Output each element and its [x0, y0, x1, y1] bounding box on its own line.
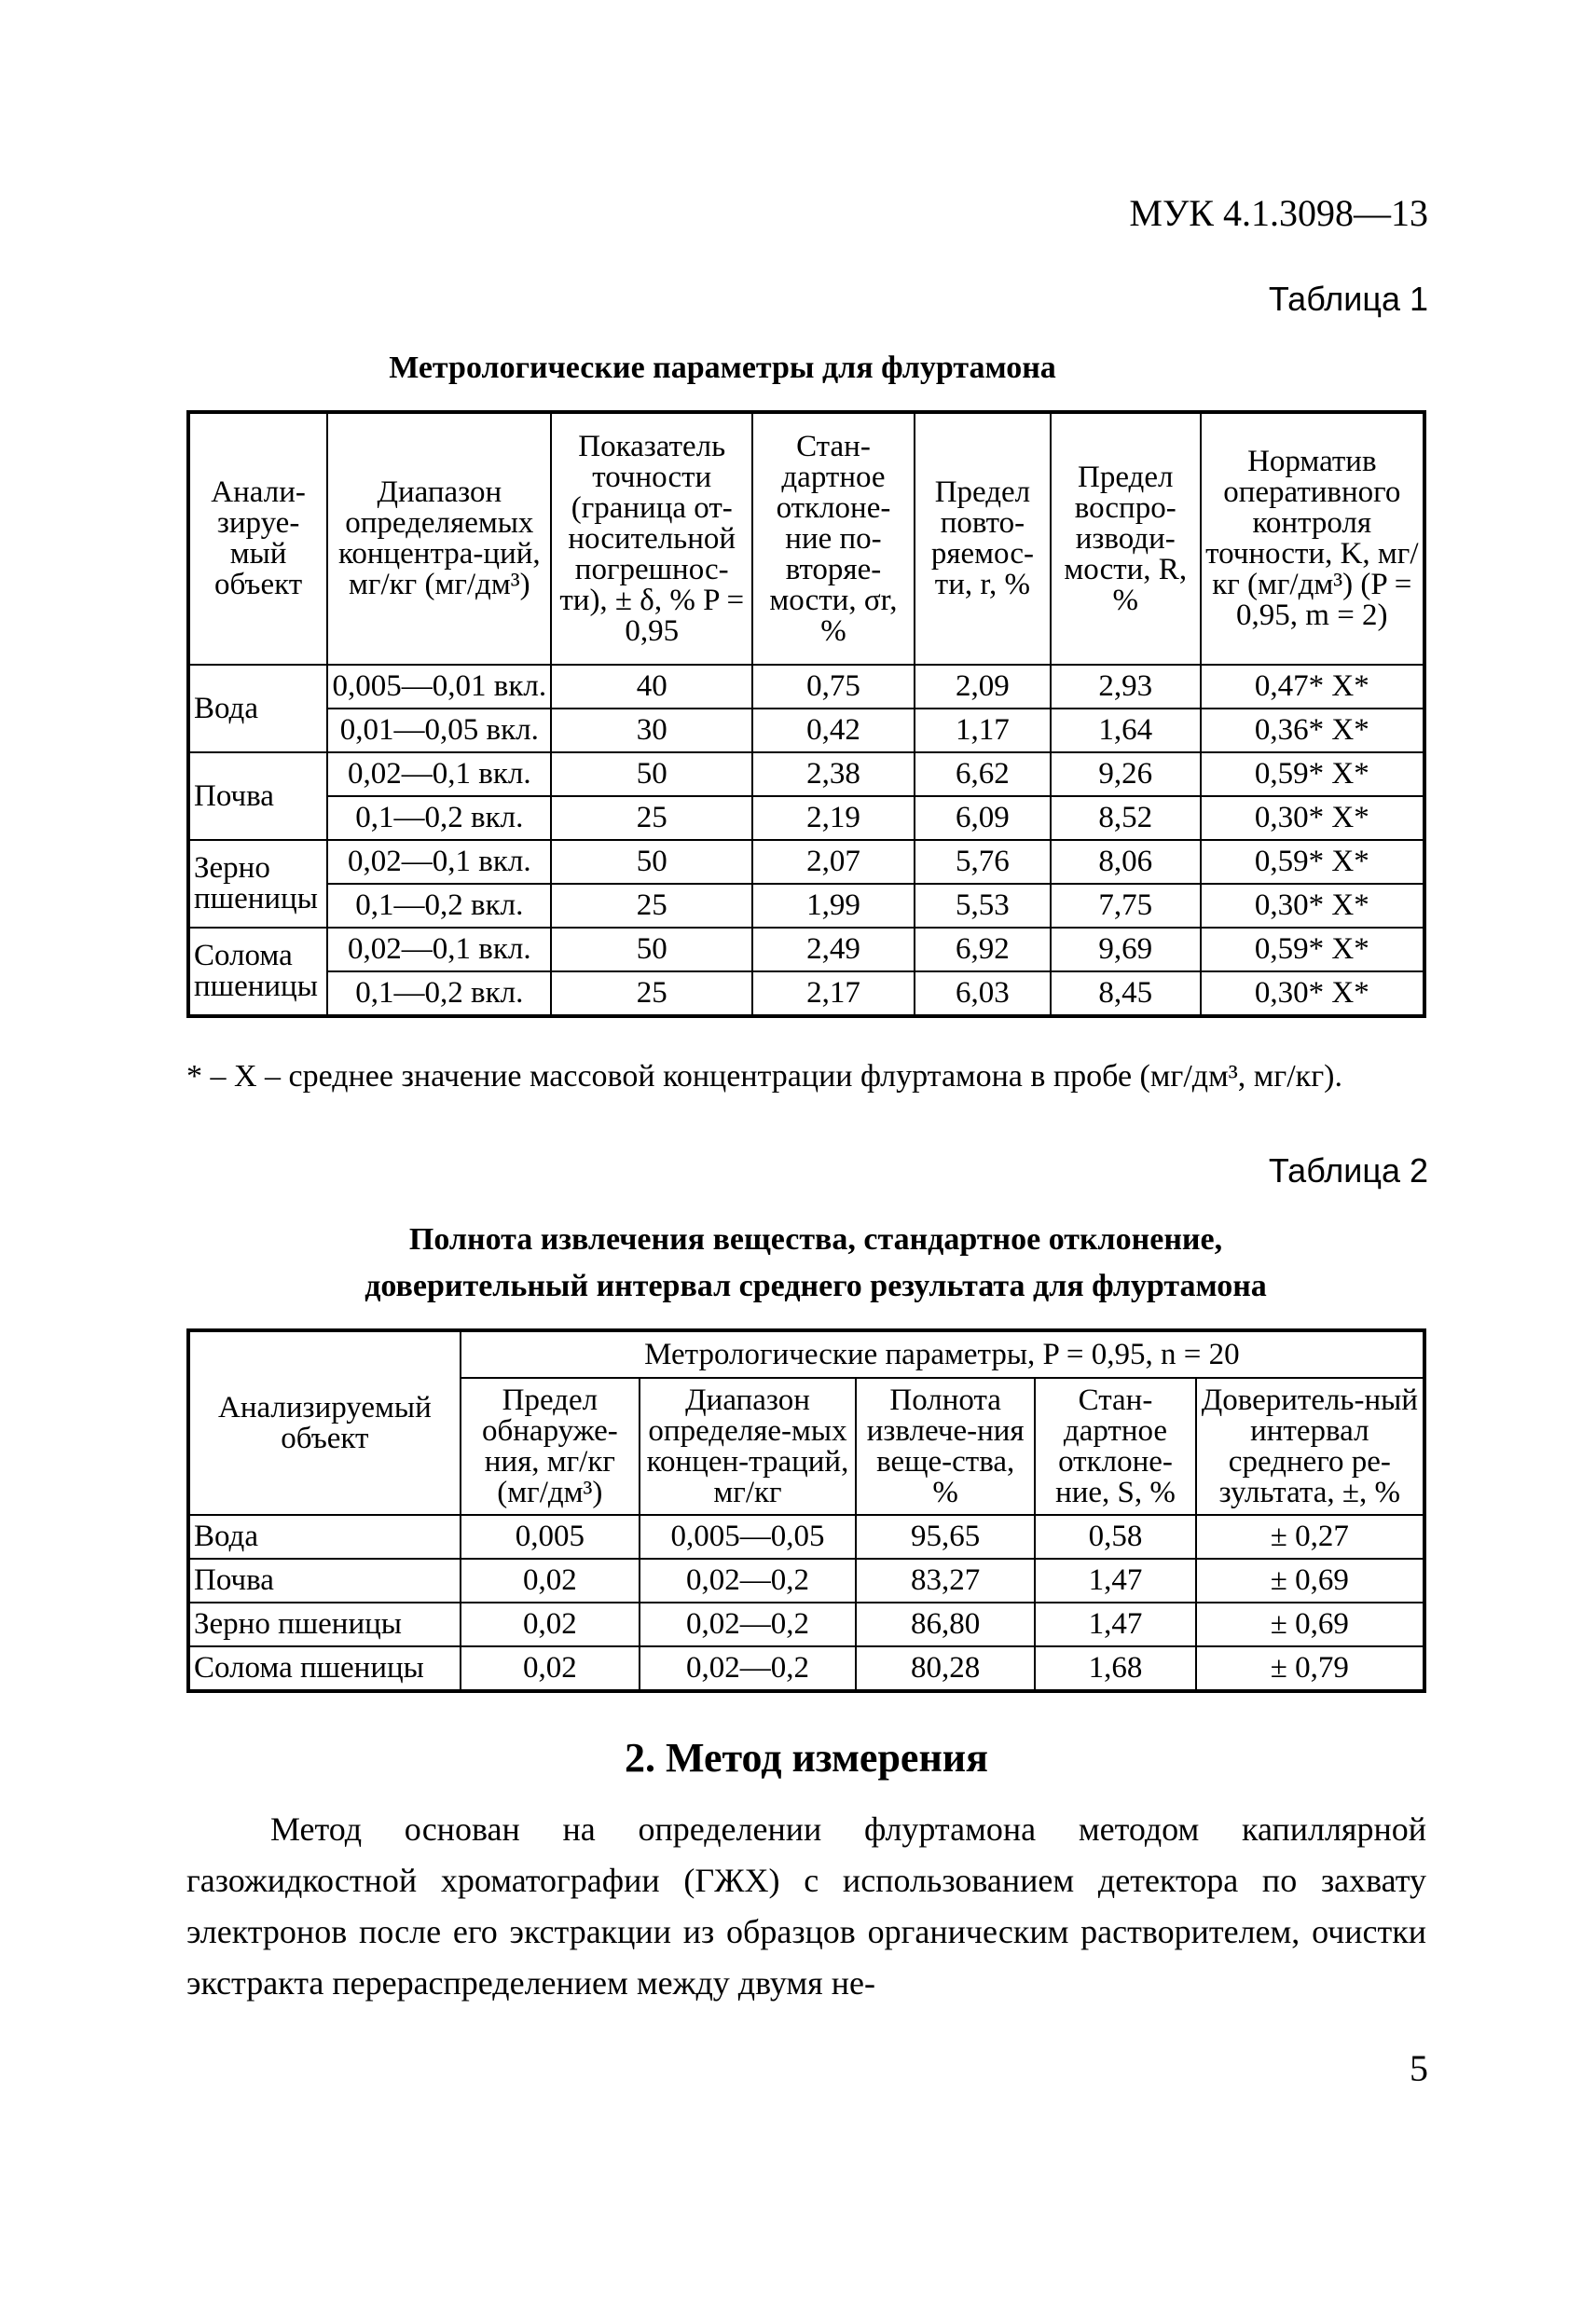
t1-cell: 2,07 [752, 840, 915, 884]
t2-cell: 0,02 [461, 1646, 640, 1691]
t2-cell: 1,68 [1035, 1646, 1195, 1691]
t2-cell: ± 0,27 [1196, 1515, 1424, 1559]
table2-title-line2: доверительный интервал среднего результата для флуртамона [365, 1269, 1267, 1303]
t1-cell: 0,01—0,05 вкл. [327, 709, 551, 752]
t1-cell: 50 [551, 752, 751, 796]
t1-header-accuracy: Показатель точности (граница от-носительной погрешнос-ти), ± δ, % P = 0,95 [551, 412, 751, 665]
t2-cell: 0,02 [461, 1603, 640, 1646]
t2-cell: 0,58 [1035, 1515, 1195, 1559]
t1-cell: 0,30* X* [1201, 796, 1424, 840]
t2-cell: 95,65 [856, 1515, 1035, 1559]
t1-object: Вода [188, 665, 327, 752]
t1-cell: 30 [551, 709, 751, 752]
t1-cell: 7,75 [1051, 884, 1201, 928]
t1-cell: 8,45 [1051, 971, 1201, 1016]
t1-cell: 25 [551, 796, 751, 840]
table-row [188, 884, 1424, 928]
table-row [188, 840, 1424, 884]
t1-cell: 1,99 [752, 884, 915, 928]
t1-cell: 5,76 [915, 840, 1051, 884]
table1-footnote: * – X – среднее значение массовой концентрации флуртамона в пробе (мг/дм³, мг/кг). [186, 1059, 1342, 1094]
table2-title-line1: Полнота извлечения вещества, стандартное отклонение, [408, 1222, 1223, 1257]
t1-cell: 0,59* X* [1201, 752, 1424, 796]
t1-cell: 0,02—0,1 вкл. [327, 840, 551, 884]
t1-object: Зерно пшеницы [188, 840, 327, 928]
t1-cell: 0,42 [752, 709, 915, 752]
t1-cell: 2,93 [1051, 665, 1201, 709]
t1-cell: 0,02—0,1 вкл. [327, 928, 551, 971]
t1-cell: 25 [551, 971, 751, 1016]
t2-cell: 83,27 [856, 1559, 1035, 1603]
t1-cell: 0,59* X* [1201, 928, 1424, 971]
table-row [188, 665, 1424, 709]
t2-cell: 0,02 [461, 1559, 640, 1603]
t2-cell: ± 0,79 [1196, 1646, 1424, 1691]
t1-header-range: Диапазон определяемых концентра-ций, мг/кг (мг/дм³) [327, 412, 551, 665]
t1-cell: 0,30* X* [1201, 884, 1424, 928]
t2-cell: 0,005—0,05 [640, 1515, 856, 1559]
t1-header-object: Анали-зируе-мый объект [188, 412, 327, 665]
t1-cell: 9,69 [1051, 928, 1201, 971]
page-number: 5 [1410, 2047, 1428, 2089]
table-row [188, 709, 1424, 752]
t2-header-detection-limit: Предел обнаруже-ния, мг/кг (мг/дм³) [461, 1378, 640, 1515]
t1-cell: 0,1—0,2 вкл. [327, 796, 551, 840]
t1-cell: 0,47* X* [1201, 665, 1424, 709]
t1-cell: 2,49 [752, 928, 915, 971]
t2-cell: 80,28 [856, 1646, 1035, 1691]
t2-header-group: Метрологические параметры, P = 0,95, n = 20 [461, 1330, 1424, 1378]
t2-cell: 86,80 [856, 1603, 1035, 1646]
t1-cell: 6,09 [915, 796, 1051, 840]
t2-header-std-dev: Стан-дартное отклоне-ние, S, % [1035, 1378, 1195, 1515]
table-row [188, 928, 1424, 971]
t1-cell: 8,06 [1051, 840, 1201, 884]
t1-cell: 6,03 [915, 971, 1051, 1016]
t1-cell: 6,62 [915, 752, 1051, 796]
table2 [186, 1328, 1426, 1693]
table-row [188, 796, 1424, 840]
t1-header-reproducibility: Предел воспро-изводи-мости, R, % [1051, 412, 1201, 665]
t1-cell: 40 [551, 665, 751, 709]
t2-cell: 0,02—0,2 [640, 1603, 856, 1646]
t1-cell: 50 [551, 928, 751, 971]
t2-cell: 0,005 [461, 1515, 640, 1559]
table-row [188, 1603, 1424, 1646]
t2-header-object: Анализируемый объект [188, 1330, 461, 1515]
table-row [188, 752, 1424, 796]
t2-cell: 1,47 [1035, 1559, 1195, 1603]
table2-caption: Таблица 2 [1268, 1151, 1428, 1190]
t1-cell: 1,17 [915, 709, 1051, 752]
t1-cell: 2,38 [752, 752, 915, 796]
t1-cell: 0,1—0,2 вкл. [327, 884, 551, 928]
t1-cell: 0,1—0,2 вкл. [327, 971, 551, 1016]
t2-object: Солома пшеницы [188, 1646, 461, 1691]
t2-cell: 0,02—0,2 [640, 1559, 856, 1603]
t2-cell: ± 0,69 [1196, 1603, 1424, 1646]
t2-object: Почва [188, 1559, 461, 1603]
table1-caption: Таблица 1 [1268, 280, 1428, 318]
t1-cell: 2,17 [752, 971, 915, 1016]
t1-cell: 50 [551, 840, 751, 884]
t1-cell: 5,53 [915, 884, 1051, 928]
t2-cell: 0,02—0,2 [640, 1646, 856, 1691]
t1-header-norm: Норматив оперативного контроля точности, K, мг/кг (мг/дм³) (P = 0,95, m = 2) [1201, 412, 1424, 665]
t1-cell: 0,02—0,1 вкл. [327, 752, 551, 796]
table1-title: Метрологические параметры для флуртамона [389, 351, 1056, 385]
t1-cell: 25 [551, 884, 751, 928]
t1-cell: 2,09 [915, 665, 1051, 709]
t1-cell: 9,26 [1051, 752, 1201, 796]
t1-cell: 0,75 [752, 665, 915, 709]
t2-object: Вода [188, 1515, 461, 1559]
t1-cell: 6,92 [915, 928, 1051, 971]
t2-header-confidence: Доверитель-ный интервал среднего ре-зультата, ±, % [1196, 1378, 1424, 1515]
table1 [186, 410, 1426, 1018]
table-row [188, 1646, 1424, 1691]
t2-cell: ± 0,69 [1196, 1559, 1424, 1603]
t2-object: Зерно пшеницы [188, 1603, 461, 1646]
t1-cell: 1,64 [1051, 709, 1201, 752]
t2-header-recovery: Полнота извлече-ния веще-ства, % [856, 1378, 1035, 1515]
table-row [188, 971, 1424, 1016]
table-row [188, 1559, 1424, 1603]
document-id: МУК 4.1.3098—13 [1129, 192, 1428, 234]
t1-cell: 0,59* X* [1201, 840, 1424, 884]
t2-header-range: Диапазон определяе-мых концен-траций, мг/кг [640, 1378, 856, 1515]
section-heading: 2. Метод измерения [625, 1735, 988, 1781]
t1-object: Солома пшеницы [188, 928, 327, 1016]
table2-title [186, 1217, 1445, 1310]
table-row [188, 1515, 1424, 1559]
t1-cell: 0,30* X* [1201, 971, 1424, 1016]
t1-cell: 8,52 [1051, 796, 1201, 840]
t2-cell: 1,47 [1035, 1603, 1195, 1646]
t1-header-repeatability: Предел повто-ряемос-ти, r, % [915, 412, 1051, 665]
t1-cell: 0,36* X* [1201, 709, 1424, 752]
t1-cell: 0,005—0,01 вкл. [327, 665, 551, 709]
section-paragraph: Метод основан на определении флуртамона методом капиллярной газожидкостной хроматографии (ГЖХ) с использованием детектора по захвату электронов после его экстракции из образцов органическим растворителем, очистки экстракта перераспределением между двумя не- [186, 1810, 1426, 2002]
t1-header-std-dev: Стан-дартное отклоне-ние по-вторяе-мости, σr, % [752, 412, 915, 665]
t1-object: Почва [188, 752, 327, 840]
t1-cell: 2,19 [752, 796, 915, 840]
